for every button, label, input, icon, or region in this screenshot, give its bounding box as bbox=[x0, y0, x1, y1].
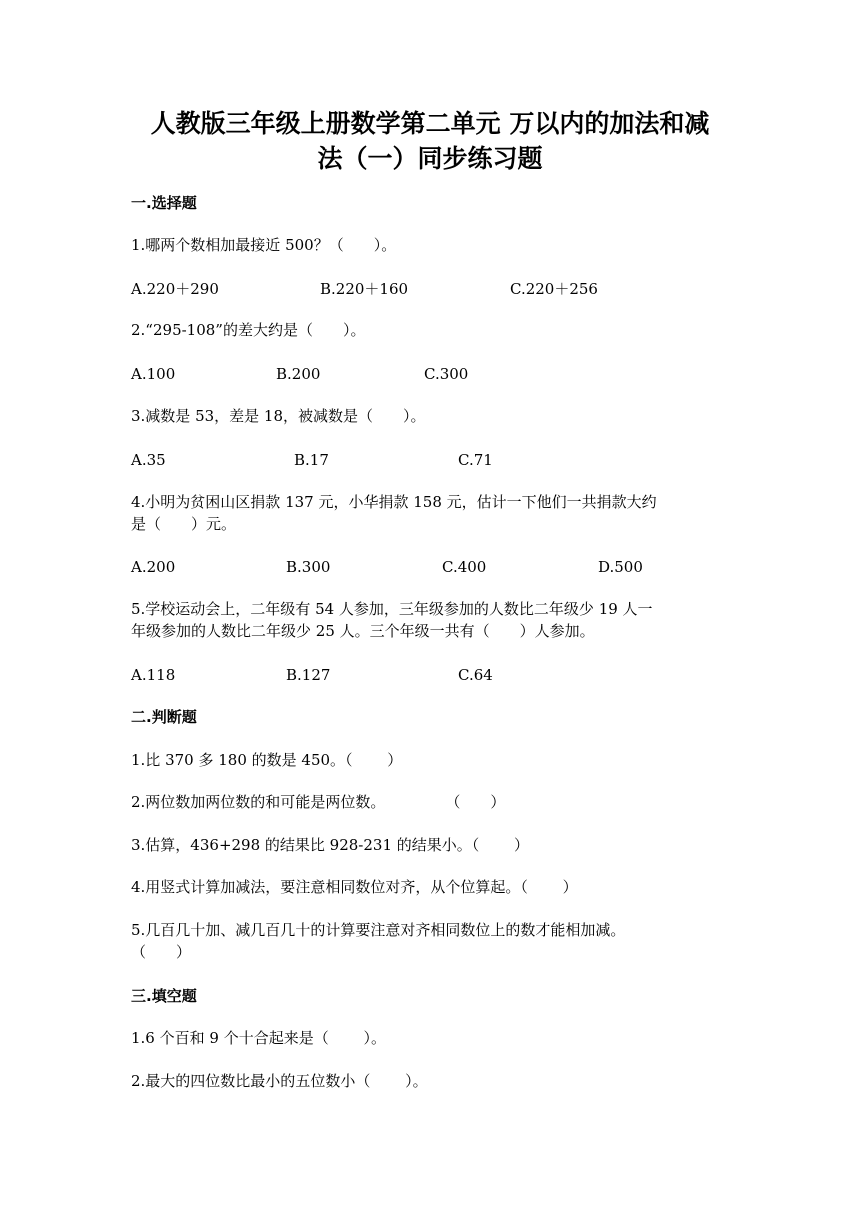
q5-option-b: B.127 bbox=[286, 666, 331, 684]
q3-option-b: B.17 bbox=[294, 451, 329, 469]
q5-option-a: A.118 bbox=[131, 666, 176, 684]
page-title-line-2: 法（一）同步练习题 bbox=[317, 144, 543, 173]
judge-item-5-line-1: 5.几百几十加、减几百几十的计算要注意对齐相同数位上的数才能相加减。 bbox=[131, 921, 626, 939]
section-heading-choice: 一.选择题 bbox=[131, 194, 197, 212]
question-5-stem-line-1: 5.学校运动会上，二年级有 54 人参加，三年级参加的人数比二年级少 19 人一 bbox=[131, 600, 653, 618]
fill-item-2: 2.最大的四位数比最小的五位数小（ ）。 bbox=[131, 1072, 428, 1090]
q4-option-a: A.200 bbox=[131, 558, 176, 576]
section-heading-fill: 三.填空题 bbox=[131, 987, 197, 1005]
fill-item-1: 1.6 个百和 9 个十合起来是（ ）。 bbox=[131, 1029, 386, 1047]
question-3-stem: 3.减数是 53，差是 18，被减数是（ ）。 bbox=[131, 407, 426, 425]
judge-item-1: 1.比 370 多 180 的数是 450。（ ） bbox=[131, 751, 403, 769]
q4-option-b: B.300 bbox=[286, 558, 331, 576]
q5-option-c: C.64 bbox=[458, 666, 493, 684]
q3-option-c: C.71 bbox=[458, 451, 493, 469]
q1-option-c: C.220＋256 bbox=[510, 280, 598, 298]
q2-option-a: A.100 bbox=[131, 365, 176, 383]
page-title-line-1: 人教版三年级上册数学第二单元 万以内的加法和减 bbox=[150, 109, 710, 138]
question-4-stem-line-2: 是（ ）元。 bbox=[131, 515, 237, 533]
judge-item-3: 3.估算，436+298 的结果比 928-231 的结果小。（ ） bbox=[131, 836, 530, 854]
q1-option-a: A.220＋290 bbox=[131, 280, 219, 298]
q1-option-b: B.220＋160 bbox=[320, 280, 409, 298]
q2-option-b: B.200 bbox=[276, 365, 321, 383]
q2-option-c: C.300 bbox=[424, 365, 469, 383]
question-2-stem: 2.“295-108”的差大约是（ ）。 bbox=[131, 321, 366, 339]
q4-option-c: C.400 bbox=[442, 558, 487, 576]
judge-item-5-line-2: （ ） bbox=[131, 943, 192, 961]
judge-item-4: 4.用竖式计算加减法，要注意相同数位对齐，从个位算起。（ ） bbox=[131, 878, 578, 896]
section-heading-judge: 二.判断题 bbox=[131, 708, 197, 726]
q4-option-d: D.500 bbox=[598, 558, 643, 576]
question-1-stem: 1.哪两个数相加最接近 500？（ ）。 bbox=[131, 236, 397, 254]
judge-item-2: 2.两位数加两位数的和可能是两位数。 （ ） bbox=[131, 793, 506, 811]
question-4-stem-line-1: 4.小明为贫困山区捐款 137 元，小华捐款 158 元，估计一下他们一共捐款大约 bbox=[131, 493, 657, 511]
q3-option-a: A.35 bbox=[131, 451, 166, 469]
question-5-stem-line-2: 年级参加的人数比二年级少 25 人。三个年级一共有（ ）人参加。 bbox=[131, 622, 595, 640]
